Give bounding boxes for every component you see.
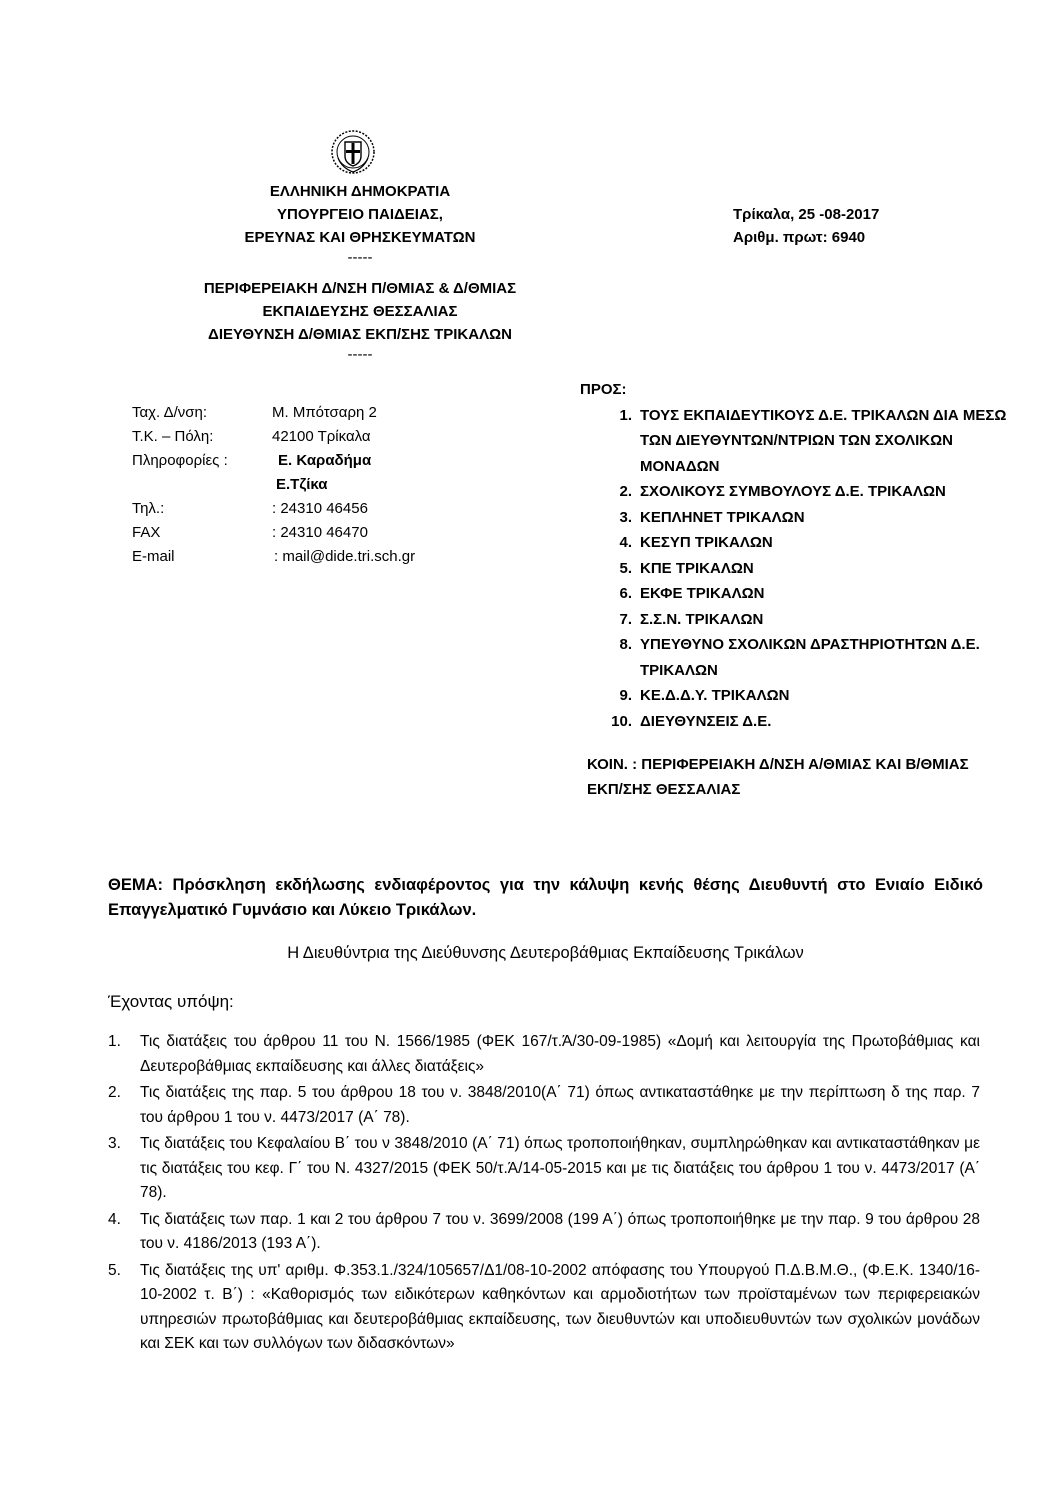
- considerations-list: [108, 1030, 980, 1357]
- fax-value: : 24310 46470: [272, 524, 368, 541]
- item-text: Σ.Σ.Ν. ΤΡΙΚΑΛΩΝ: [640, 610, 764, 628]
- list-item: [108, 1030, 980, 1079]
- protocol-number: Αριθμ. πρωτ: 6940: [733, 229, 866, 246]
- item-number: 10.: [611, 712, 632, 730]
- item-text: Τις διατάξεις του άρθρου 11 του Ν. 1566/1985 (ΦΕΚ 167/τ.Ά/30-09-1985) «Δομή και λειτουργία της Πρωτοβάθμιας και Δευτεροβάθμιας εκπαίδευσης και άλλες διατάξεις»: [140, 1033, 980, 1075]
- list-item: [580, 709, 1010, 735]
- recipients-block: [580, 377, 1010, 734]
- tel-label: Τηλ.:: [132, 500, 165, 517]
- info-person-1: Ε. Καραδήμα: [278, 452, 372, 469]
- list-item: [580, 632, 1010, 683]
- item-number: 3.: [108, 1135, 121, 1152]
- considerations-heading: Έχοντας υπόψη:: [108, 992, 234, 1011]
- director-line: Η Διευθύντρια της Διεύθυνσης Δευτεροβάθμιας Εκπαίδευσης Τρικάλων: [287, 944, 804, 962]
- recipients-title: ΠΡΟΣ:: [580, 381, 627, 398]
- item-text: ΤΟΥΣ ΕΚΠΑΙΔΕΥΤΙΚΟΥΣ Δ.Ε. ΤΡΙΚΑΛΩΝ ΔΙΑ ΜΕΣΩ ΤΩΝ ΔΙΕΥΘΥΝΤΩΝ/ΝΤΡΙΩΝ ΤΩΝ ΣΧΟΛΙΚΩΝ ΜΟΝΑΔΩΝ: [640, 406, 1007, 475]
- email-value: : mail@dide.tri.sch.gr: [274, 548, 416, 565]
- header-line-2: ΥΠΟΥΡΓΕΙΟ ΠΑΙΔΕΙΑΣ,: [277, 206, 443, 223]
- list-item: [108, 1081, 980, 1130]
- fax-label: FAX: [132, 524, 161, 541]
- document-date: Τρίκαλα, 25 -08-2017: [733, 206, 880, 223]
- item-text: Τις διατάξεις της παρ. 5 του άρθρου 18 του ν. 3848/2010(Α΄ 71) όπως αντικαταστάθηκε με την περίπτωση δ της παρ. 7 του άρθρου 1 του ν. 4473/2017 (Α΄ 78).: [140, 1084, 980, 1126]
- item-text: ΣΧΟΛΙΚΟΥΣ ΣΥΜΒΟΥΛΟΥΣ Δ.Ε. ΤΡΙΚΑΛΩΝ: [640, 483, 946, 500]
- city-value: 42100 Τρίκαλα: [272, 428, 371, 445]
- item-number: 1.: [619, 406, 632, 424]
- list-item: [108, 1208, 980, 1257]
- item-number: 2.: [108, 1084, 121, 1101]
- item-text: Τις διατάξεις της υπ' αριθμ. Φ.353.1./324/105657/Δ1/08-10-2002 απόφασης του Υπουργού Π.Δ.Β.Μ.Θ., (Φ.Ε.Κ. 1340/16-10-2002 τ. Β΄) : «Καθορισμός των ειδικότερων καθηκόντων και αρμοδιοτήτων των προϊσταμένων των περιφερειακών υπηρεσιών πρωτοβάθμιας και δευτεροβάθμιας εκπαίδευσης, των διευθυντών και υποδιευθυντών των σχολικών μονάδων και ΣΕΚ και των συλλόγων των διδασκόντων»: [140, 1261, 980, 1352]
- header-separator: -----: [347, 249, 373, 266]
- list-item: [108, 1259, 980, 1357]
- considerations-block: [108, 1030, 980, 1359]
- item-number: 7.: [619, 610, 632, 628]
- item-text: Τις διατάξεις του Κεφαλαίου Β΄ του ν 3848/2010 (Α΄ 71) όπως τροποποιήθηκαν, συμπληρώθηκαν και αντικαταστάθηκαν με τις διατάξεις του κεφ. Γ΄ του Ν. 4327/2015 (ΦΕΚ 50/τ.Ά/14-05-2015 και με τις διατάξεις του άρθρου 1 του ν. 4473/2017 (Α΄ 78).: [140, 1135, 980, 1201]
- list-item: [580, 479, 1010, 505]
- list-item: [580, 581, 1010, 607]
- item-number: 2.: [619, 483, 632, 500]
- item-number: 4.: [108, 1210, 121, 1228]
- tel-value: : 24310 46456: [272, 500, 368, 517]
- list-item: [580, 403, 1010, 480]
- recipients-list: [580, 403, 1010, 735]
- item-text: ΚΕΣΥΠ ΤΡΙΚΑΛΩΝ: [640, 534, 773, 551]
- item-text: ΔΙΕΥΘΥΝΣΕΙΣ Δ.Ε.: [640, 712, 772, 730]
- item-number: 6.: [619, 585, 632, 602]
- item-text: ΚΠΕ ΤΡΙΚΑΛΩΝ: [640, 559, 754, 577]
- item-text: ΥΠΕΥΘΥΝΟ ΣΧΟΛΙΚΩΝ ΔΡΑΣΤΗΡΙΟΤΗΤΩΝ Δ.Ε. ΤΡΙΚΑΛΩΝ: [640, 636, 980, 679]
- item-number: 9.: [619, 687, 632, 704]
- dept-line-3: ΔΙΕΥΘΥΝΣΗ Δ/ΘΜΙΑΣ ΕΚΠ/ΣΗΣ ΤΡΙΚΑΛΩΝ: [208, 326, 512, 343]
- info-label: Πληροφορίες :: [132, 452, 228, 469]
- dept-separator: -----: [347, 346, 373, 363]
- subject-line: ΘΕΜΑ: Πρόσκληση εκδήλωσης ενδιαφέροντος για την κάλυψη κενής θέσης Διευθυντή στο Ενιαίο Ειδικό Επαγγελματικό Γυμνάσιο και Λύκειο Τρικάλων.: [108, 876, 983, 919]
- info-person-2: Ε.Τζίκα: [276, 476, 328, 493]
- issuer-header: [170, 180, 550, 364]
- item-number: 4.: [619, 534, 632, 551]
- header-line-1: ΕΛΛΗΝΙΚΗ ΔΗΜΟΚΡΑΤΙΑ: [269, 183, 451, 200]
- item-number: 5.: [108, 1261, 121, 1279]
- item-text: Τις διατάξεις των παρ. 1 και 2 του άρθρου 7 του ν. 3699/2008 (199 Α΄) όπως τροποποιήθηκε με την παρ. 9 του άρθρου 28 του ν. 4186/2013 (193 Α΄).: [140, 1210, 980, 1252]
- list-item: [108, 1132, 980, 1206]
- contact-details: [132, 401, 415, 569]
- item-text: ΚΕ.Δ.Δ.Υ. ΤΡΙΚΑΛΩΝ: [640, 687, 790, 704]
- item-text: ΚΕΠΛΗΝΕΤ ΤΡΙΚΑΛΩΝ: [640, 508, 805, 526]
- email-label: E-mail: [132, 548, 175, 565]
- dept-line-1: ΠΕΡΙΦΕΡΕΙΑΚΗ Δ/ΝΣΗ Π/ΘΜΙΑΣ & Δ/ΘΜΙΑΣ: [203, 280, 517, 297]
- cc-recipients: ΚΟΙΝ. : ΠΕΡΙΦΕΡΕΙΑΚΗ Δ/ΝΣΗ Α/ΘΜΙΑΣ ΚΑΙ Β/ΘΜΙΑΣ ΕΚΠ/ΣΗΣ ΘΕΣΣΑΛΙΑΣ: [587, 756, 969, 798]
- list-item: [580, 530, 1010, 556]
- list-item: [580, 505, 1010, 531]
- item-text: ΕΚΦΕ ΤΡΙΚΑΛΩΝ: [640, 585, 765, 602]
- city-label: Τ.Κ. – Πόλη:: [132, 428, 214, 445]
- list-item: [580, 607, 1010, 633]
- item-number: 1.: [108, 1033, 121, 1050]
- coat-of-arms-emblem: [330, 128, 376, 176]
- list-item: [580, 556, 1010, 582]
- date-protocol-block: [733, 203, 879, 249]
- item-number: 5.: [619, 559, 632, 577]
- item-number: 8.: [619, 636, 632, 653]
- address-value: Μ. Μπότσαρη 2: [272, 404, 377, 421]
- dept-line-2: ΕΚΠΑΙΔΕΥΣΗΣ ΘΕΣΣΑΛΙΑΣ: [262, 303, 458, 320]
- address-label: Ταχ. Δ/νση:: [132, 404, 208, 421]
- header-line-3: ΕΡΕΥΝΑΣ ΚΑΙ ΘΡΗΣΚΕΥΜΑΤΩΝ: [244, 229, 476, 246]
- item-number: 3.: [619, 508, 632, 526]
- list-item: [580, 683, 1010, 709]
